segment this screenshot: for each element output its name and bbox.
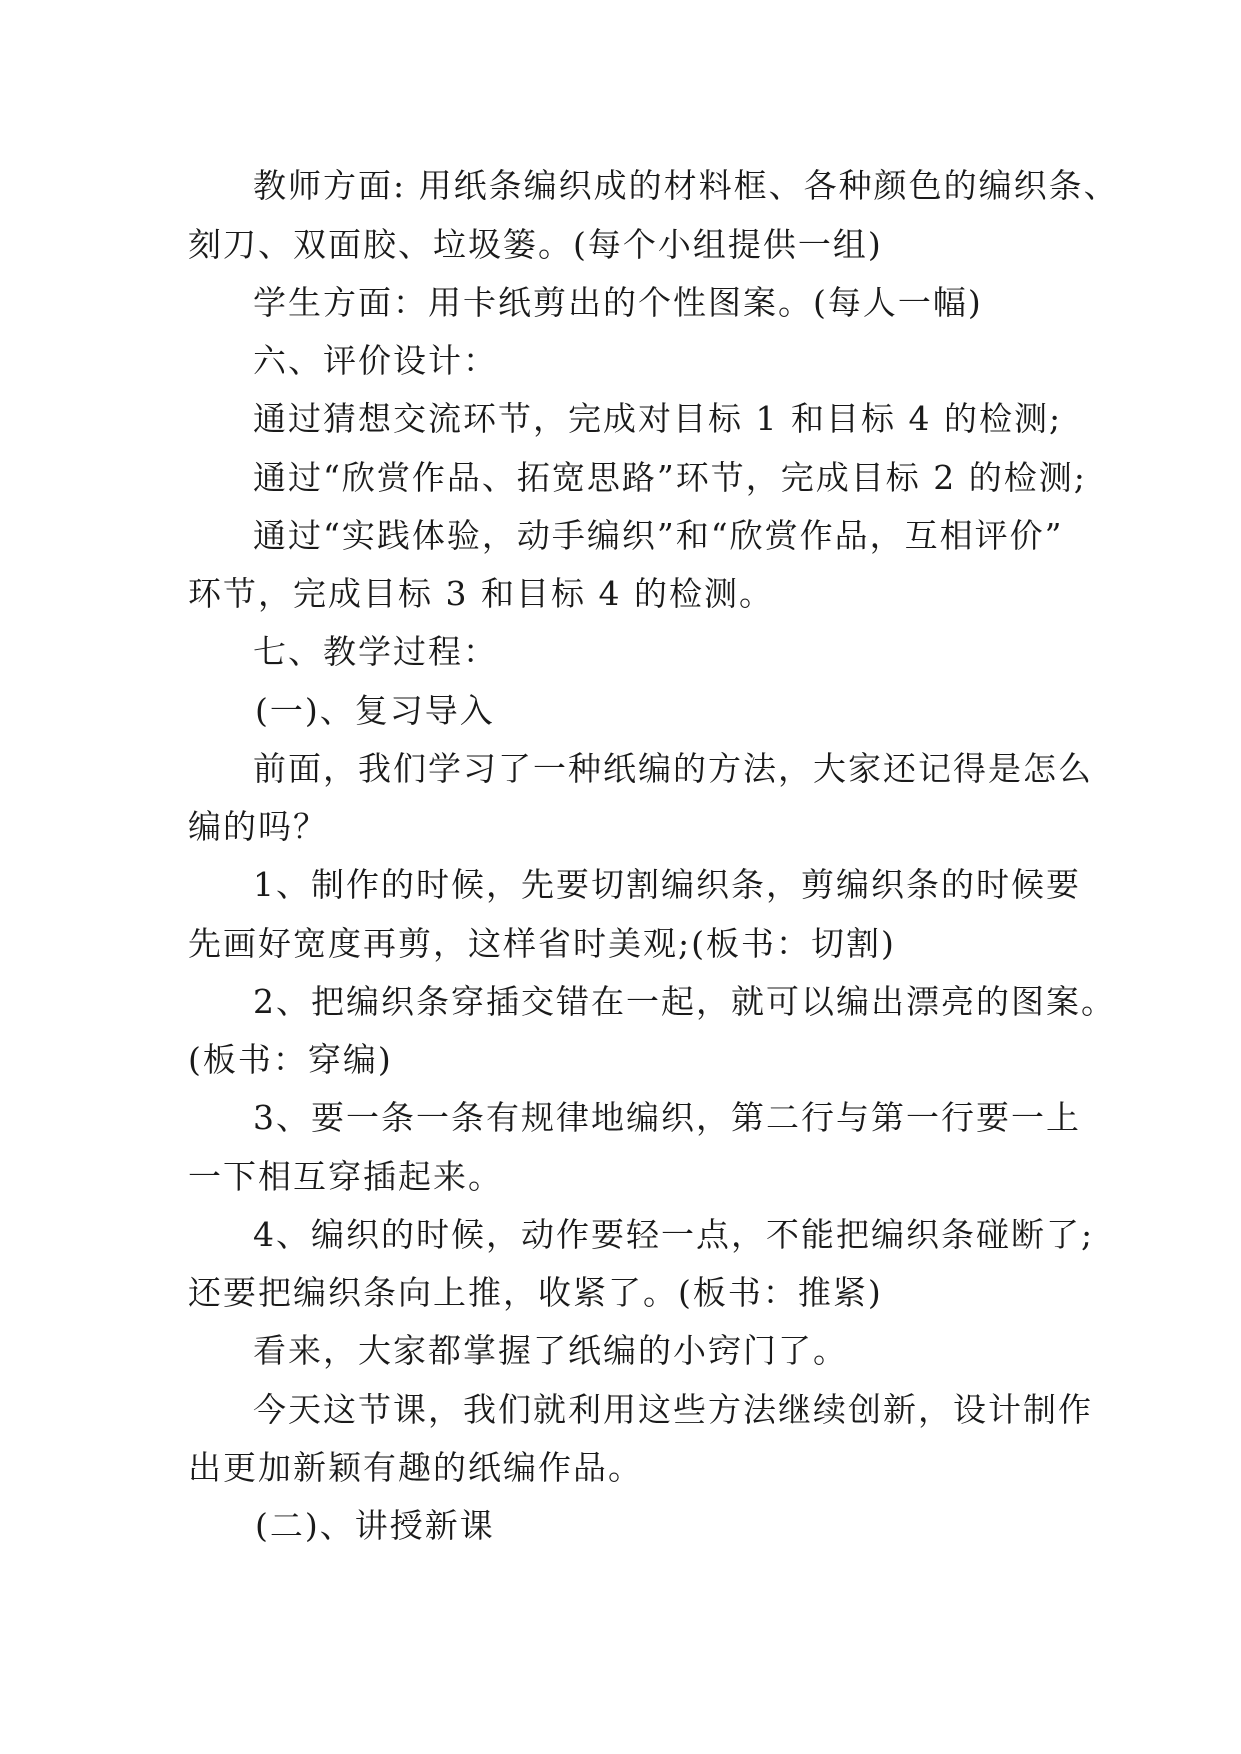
paragraph-line: 4、编织的时候，动作要轻一点，不能把编织条碰断了; xyxy=(253,1215,1095,1254)
paragraph-line: 学生方面：用卡纸剪出的个性图案。(每人一幅) xyxy=(253,283,983,322)
section-heading: 七、教学过程： xyxy=(253,632,498,671)
section-heading: 六、评价设计： xyxy=(253,341,498,380)
paragraph-line: 通过“欣赏作品、拓宽思路”环节，完成目标 2 的检测; xyxy=(253,458,1087,497)
paragraph-line: 先画好宽度再剪，这样省时美观;(板书：切割) xyxy=(188,924,896,963)
paragraph-line: 看来，大家都掌握了纸编的小窍门了。 xyxy=(253,1331,848,1370)
paragraph-line: 1、制作的时候，先要切割编织条，剪编织条的时候要 xyxy=(253,865,1081,904)
paragraph-line: 通过“实践体验，动手编织”和“欣赏作品，互相评价” xyxy=(253,516,1064,555)
paragraph-line: (板书：穿编) xyxy=(188,1040,393,1079)
paragraph-line: 一下相互穿插起来。 xyxy=(188,1157,503,1196)
paragraph-line: 2、把编织条穿插交错在一起，就可以编出漂亮的图案。 xyxy=(253,982,1116,1021)
paragraph-line: 教师方面: 用纸条编织成的材料框、各种颜色的编织条、 xyxy=(253,166,1119,205)
paragraph-line: 前面，我们学习了一种纸编的方法，大家还记得是怎么 xyxy=(253,749,1093,788)
paragraph-line: 通过猜想交流环节，完成对目标 1 和目标 4 的检测; xyxy=(253,399,1063,438)
paragraph-line: 今天这节课，我们就利用这些方法继续创新，设计制作 xyxy=(253,1390,1093,1429)
subsection-heading: (一)、复习导入 xyxy=(255,691,495,730)
paragraph-line: 还要把编织条向上推，收紧了。(板书：推紧) xyxy=(188,1273,883,1312)
paragraph-line: 出更加新颖有趣的纸编作品。 xyxy=(188,1448,643,1487)
subsection-heading: (二)、讲授新课 xyxy=(255,1506,495,1545)
paragraph-line: 3、要一条一条有规律地编织，第二行与第一行要一上 xyxy=(253,1098,1081,1137)
paragraph-line: 环节，完成目标 3 和目标 4 的检测。 xyxy=(188,574,774,613)
paragraph-line: 编的吗？ xyxy=(188,807,328,846)
paragraph-line: 刻刀、双面胶、垃圾篓。(每个小组提供一组) xyxy=(188,225,883,264)
